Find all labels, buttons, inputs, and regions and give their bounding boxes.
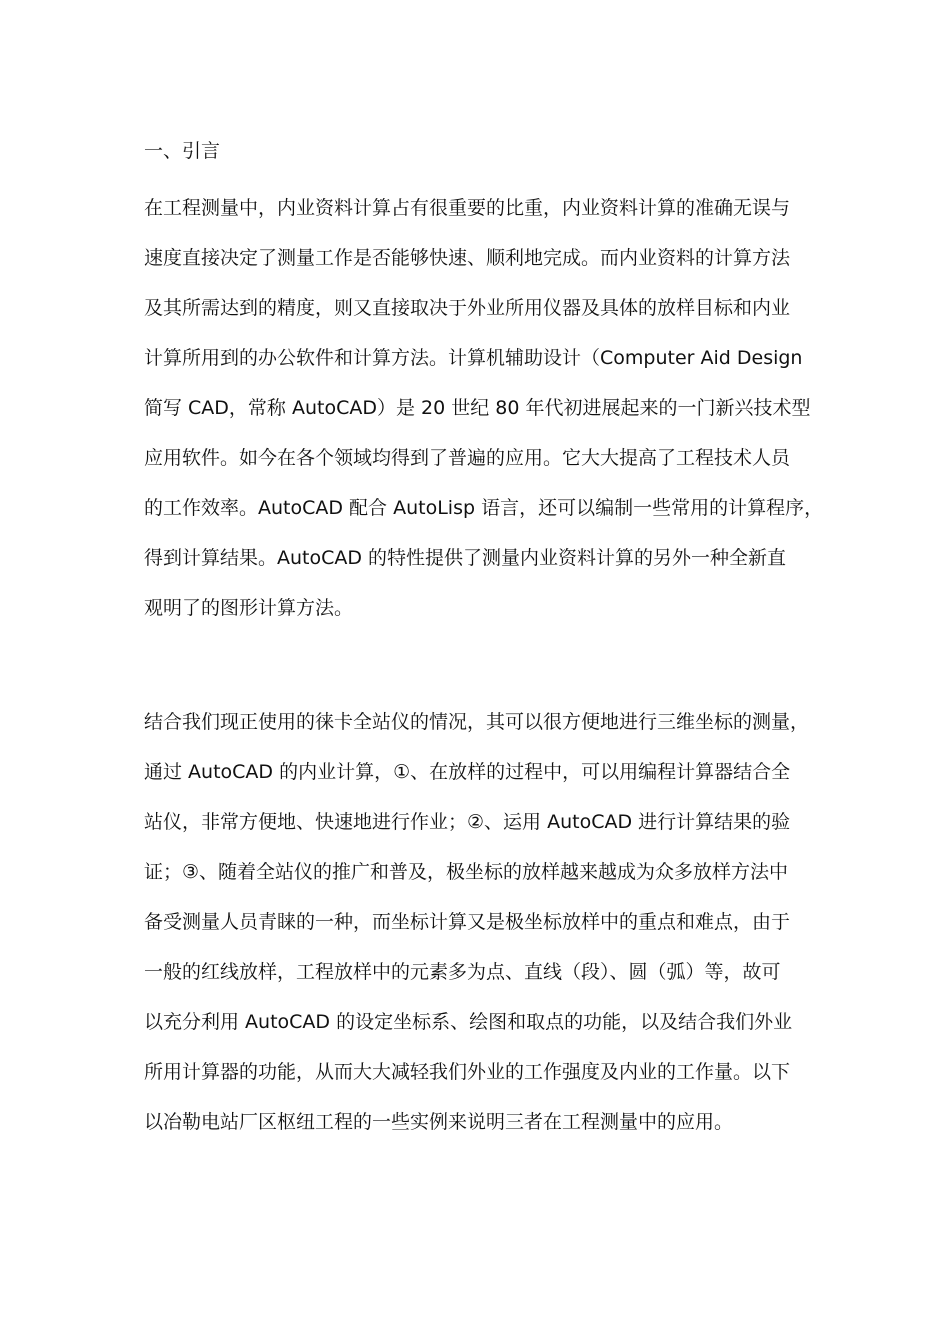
paragraph-line: 在工程测量中，内业资料计算占有很重要的比重，内业资料计算的准确无误与 [144, 197, 791, 219]
paragraph-line: 观明了的图形计算方法。 [144, 597, 354, 619]
paragraph-line: 证；③、随着全站仪的推广和普及，极坐标的放样越来越成为众多放样方法中 [144, 861, 789, 883]
paragraph-line: 一般的红线放样，工程放样中的元素多为点、直线（段）、圆（弧）等，故可 [144, 961, 781, 983]
paragraph-line: 得到计算结果。AutoCAD 的特性提供了测量内业资料计算的另外一种全新直 [144, 547, 787, 569]
paragraph-line: 以充分利用 AutoCAD 的设定坐标系、绘图和取点的功能，以及结合我们外业 [144, 1011, 793, 1033]
paragraph-line: 及其所需达到的精度，则又直接取决于外业所用仪器及具体的放样目标和内业 [144, 297, 791, 319]
paragraph-line: 简写 CAD，常称 AutoCAD）是 20 世纪 80 年代初进展起来的一门新兴技术型 [144, 397, 811, 419]
paragraph-application [144, 707, 824, 1157]
paragraph-line: 结合我们现正使用的徕卡全站仪的情况，其可以很方便地进行三维坐标的测量， [144, 711, 810, 733]
paragraph-line: 速度直接决定了测量工作是否能够快速、顺利地完成。而内业资料的计算方法 [144, 247, 791, 269]
paragraph-line: 应用软件。如今在各个领域均得到了普遍的应用。它大大提高了工程技术人员 [144, 447, 791, 469]
paragraph-line: 备受测量人员青睐的一种，而坐标计算又是极坐标放样中的重点和难点，由于 [144, 911, 791, 933]
paragraph-intro [144, 193, 824, 643]
paragraph-line: 计算所用到的办公软件和计算方法。计算机辅助设计（Computer Aid Design [144, 347, 803, 369]
paragraph-line: 的工作效率。AutoCAD 配合 AutoLisp 语言，还可以编制一些常用的计算程序， [144, 497, 824, 519]
paragraph-line: 所用计算器的功能，从而大大减轻我们外业的工作强度及内业的工作量。以下 [144, 1061, 791, 1083]
paragraph-line: 站仪，非常方便地、快速地进行作业；②、运用 AutoCAD 进行计算结果的验 [144, 811, 791, 833]
paragraph-line: 通过 AutoCAD 的内业计算，①、在放样的过程中，可以用编程计算器结合全 [144, 761, 791, 783]
paragraph-line: 以冶勒电站厂区枢纽工程的一些实例来说明三者在工程测量中的应用。 [144, 1111, 734, 1133]
section-heading: 一、引言 [144, 140, 221, 162]
